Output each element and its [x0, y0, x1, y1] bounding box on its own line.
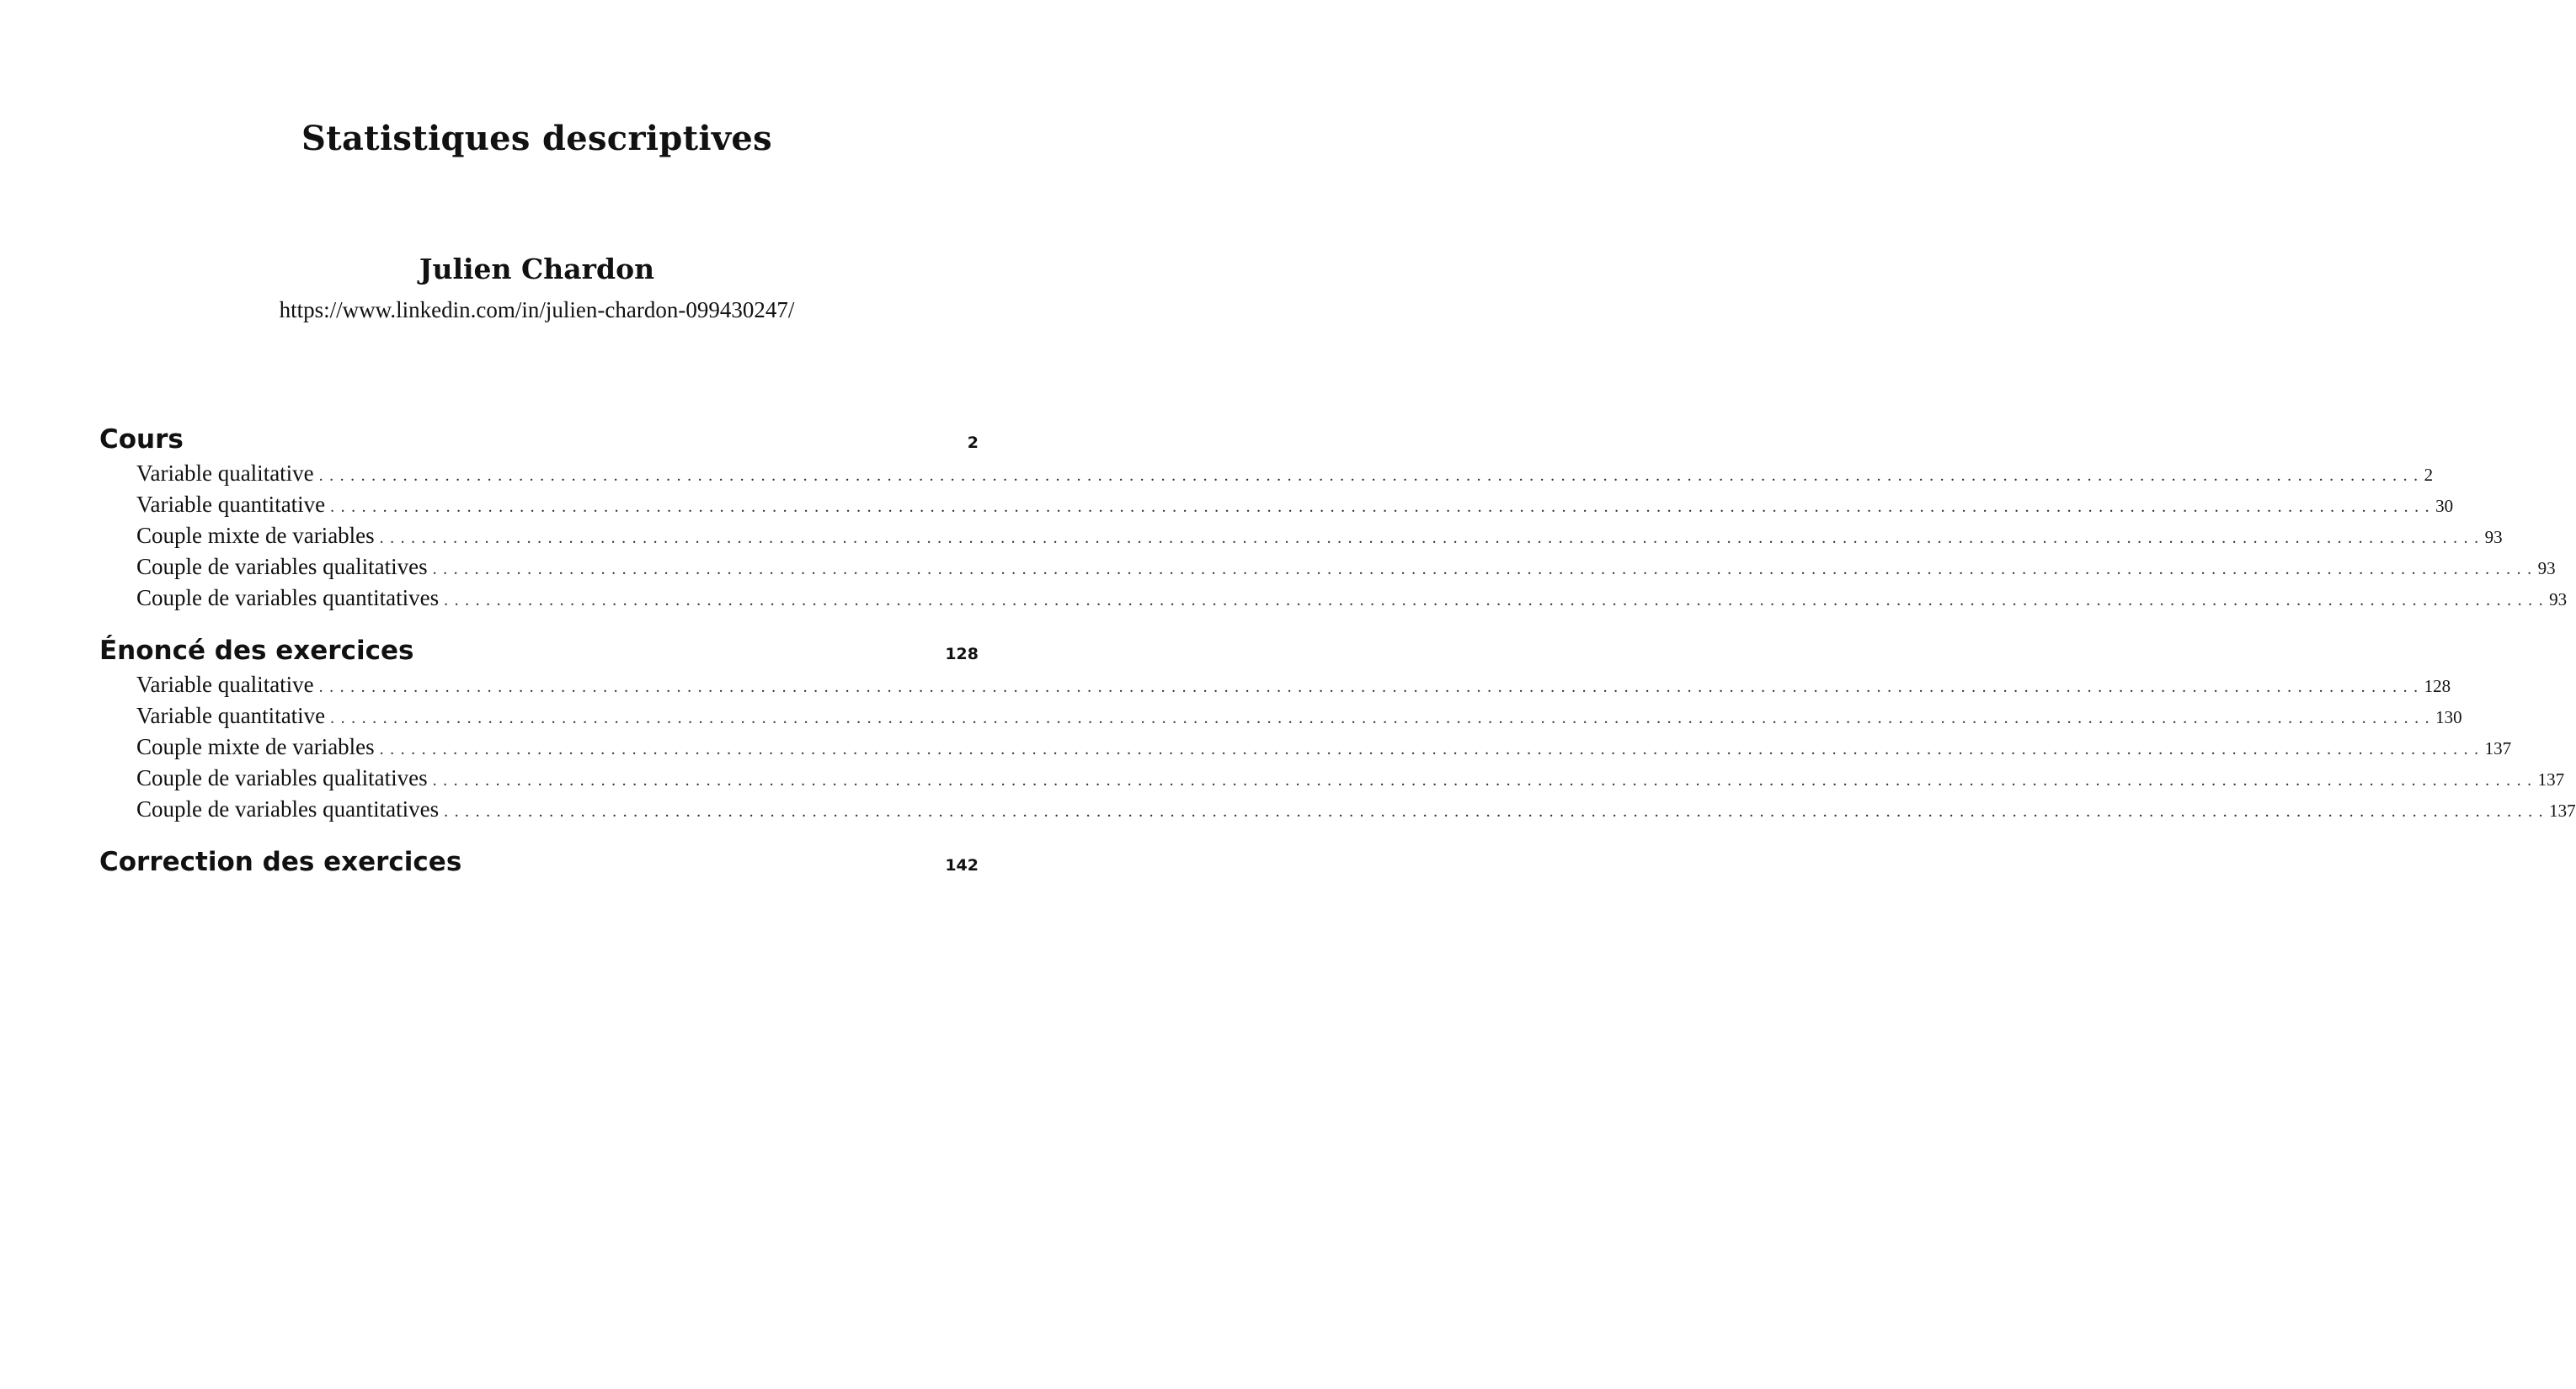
toc-section-title: Énoncé des exercices [99, 636, 414, 666]
toc-entry[interactable] [136, 489, 2454, 520]
toc-dot-leader: ........................................................................................................................................................................................................ [432, 771, 2538, 790]
toc-entry-page: 137 [2537, 769, 2565, 790]
toc-dot-leader: ........................................................................................................................................................................................................ [444, 591, 2550, 609]
toc-entry-label: Couple mixte de variables [136, 523, 375, 548]
toc-dot-leader: ........................................................................................................................................................................................................ [318, 466, 2424, 485]
toc-section-page: 2 [967, 434, 979, 452]
toc-entry-label: Couple mixte de variables [136, 734, 375, 759]
toc-entry-page: 93 [2549, 589, 2568, 609]
toc-dot-leader: ........................................................................................................................................................................................................ [330, 498, 2436, 516]
toc-entry-label: Couple de variables qualitatives [136, 765, 428, 790]
toc-entry-page: 93 [2484, 527, 2503, 547]
toc-entry[interactable] [136, 551, 2556, 583]
toc-entry-page: 137 [2484, 738, 2512, 758]
toc-dot-leader: ........................................................................................................................................................................................................ [379, 740, 2485, 758]
author-profile-link[interactable]: https://www.linkedin.com/in/julien-chardon-099430247/ [279, 297, 795, 322]
toc-section-cours [99, 421, 2568, 614]
toc-dot-leader: ........................................................................................................................................................................................................ [444, 802, 2550, 821]
author-name: Julien Chardon [419, 253, 655, 285]
document-title: Statistiques descriptives [301, 119, 772, 158]
toc-section-heading[interactable] [99, 632, 979, 669]
toc-entry-page: 2 [2424, 465, 2434, 485]
toc-section-page: 128 [945, 645, 979, 663]
toc-entry-label: Couple de variables quantitatives [136, 796, 440, 822]
toc-entry[interactable] [136, 763, 2565, 794]
toc-entry[interactable] [136, 458, 2434, 489]
toc-entry[interactable] [136, 583, 2568, 614]
toc-entry-page: 130 [2435, 707, 2462, 727]
toc-entry-page: 137 [2549, 801, 2576, 821]
toc-section-correction [99, 844, 979, 881]
toc-entry[interactable] [136, 794, 2576, 825]
toc-dot-leader: ........................................................................................................................................................................................................ [379, 529, 2485, 547]
toc-entry[interactable] [136, 669, 2451, 700]
toc-section-heading[interactable] [99, 421, 979, 458]
toc-entry-label: Variable quantitative [136, 703, 326, 728]
toc-entry-page: 30 [2435, 496, 2454, 516]
toc-entry-label: Variable qualitative [136, 460, 314, 486]
toc-entry[interactable] [136, 520, 2503, 551]
toc-entry[interactable] [136, 700, 2462, 732]
toc-entry-label: Variable qualitative [136, 672, 314, 697]
table-of-contents [99, 421, 2576, 899]
toc-dot-leader: ........................................................................................................................................................................................................ [330, 709, 2436, 727]
toc-section-title: Correction des exercices [99, 847, 462, 877]
toc-section-page: 142 [945, 856, 979, 875]
toc-section-title: Cours [99, 424, 184, 455]
toc-entry-label: Couple de variables quantitatives [136, 585, 440, 610]
toc-entry-label: Couple de variables qualitatives [136, 554, 428, 579]
toc-entry-label: Variable quantitative [136, 492, 326, 517]
toc-section-heading[interactable] [99, 844, 979, 881]
toc-section-enonce [99, 632, 2576, 825]
toc-entry-page: 93 [2537, 558, 2556, 578]
toc-dot-leader: ........................................................................................................................................................................................................ [432, 560, 2538, 578]
toc-entry[interactable] [136, 732, 2512, 763]
toc-entry-page: 128 [2424, 676, 2451, 696]
toc-dot-leader: ........................................................................................................................................................................................................ [318, 678, 2424, 696]
